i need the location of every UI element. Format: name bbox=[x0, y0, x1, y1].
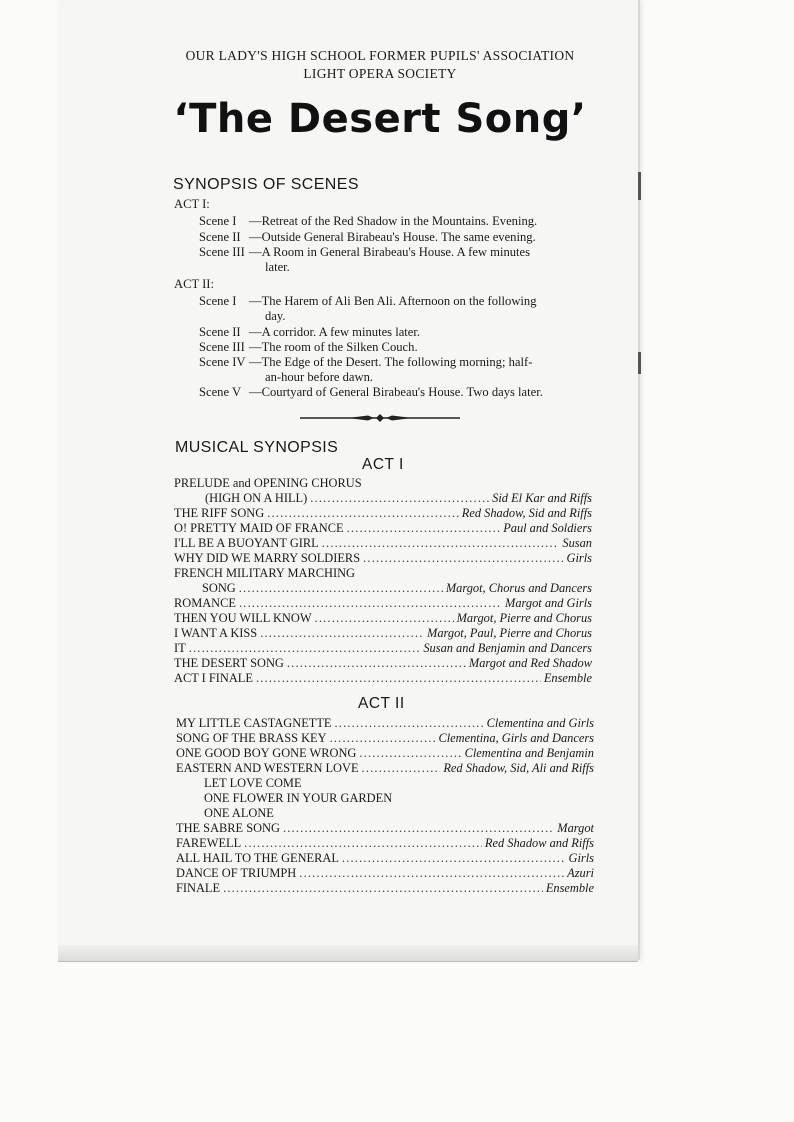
leader-dots bbox=[334, 716, 483, 731]
page-edge-mark bbox=[638, 352, 641, 374]
song-cast: Ensemble bbox=[543, 671, 592, 685]
scene-text: —A Room in General Birabeau's House. A few minutes bbox=[249, 245, 531, 259]
leader-dots bbox=[287, 656, 466, 671]
song-title: O! PRETTY MAID OF FRANCE bbox=[174, 521, 344, 535]
scene-item bbox=[199, 385, 591, 400]
song-cast: Susan and Benjamin and Dancers bbox=[423, 641, 592, 655]
scene-label: Scene V bbox=[199, 385, 242, 399]
song-cast: Margot, Pierre and Chorus bbox=[456, 611, 592, 625]
leader-dots bbox=[342, 851, 566, 866]
scene-item bbox=[199, 294, 591, 324]
song-line bbox=[174, 506, 592, 521]
song-title: IT bbox=[174, 641, 186, 655]
scene-label: Scene II bbox=[199, 325, 241, 339]
leader-dots bbox=[363, 551, 563, 566]
society-subtitle: LIGHT OPERA SOCIETY bbox=[303, 66, 457, 81]
song-line bbox=[174, 671, 592, 686]
song-cast: Margot, Chorus and Dancers bbox=[445, 581, 592, 595]
song-title: ONE GOOD BOY GONE WRONG bbox=[176, 746, 357, 760]
song-line bbox=[174, 626, 592, 641]
scene-label: Scene III bbox=[199, 245, 245, 259]
song-title: THE RIFF SONG bbox=[174, 506, 265, 520]
song-line bbox=[174, 536, 592, 551]
leader-dots bbox=[189, 641, 421, 656]
song-line bbox=[202, 581, 592, 596]
song-cast: Margot and Girls bbox=[505, 596, 592, 610]
song-title: I'LL BE A BUOYANT GIRL bbox=[174, 536, 319, 550]
scene-item bbox=[199, 355, 591, 385]
song-cast: Red Shadow, Sid, Ali and Riffs bbox=[443, 761, 594, 775]
scene-text: —The room of the Silken Couch. bbox=[249, 340, 418, 354]
leader-dots bbox=[256, 671, 541, 686]
song-title: (HIGH ON A HILL) bbox=[205, 491, 308, 505]
song-title: ACT I FINALE bbox=[174, 671, 253, 685]
song-line bbox=[174, 551, 592, 566]
leader-dots bbox=[330, 731, 436, 746]
song-cast: Red Shadow and Riffs bbox=[484, 836, 594, 850]
scene-item bbox=[199, 230, 591, 245]
song-cast: Clementina and Benjamin bbox=[464, 746, 594, 760]
song-line: LET LOVE COME bbox=[204, 776, 302, 790]
scene-text-continued: an-hour before dawn. bbox=[265, 370, 374, 384]
scene-item bbox=[199, 214, 591, 229]
leader-dots bbox=[299, 866, 564, 881]
act1-heading: ACT I bbox=[362, 456, 404, 473]
scene-label: Scene IV bbox=[199, 355, 246, 369]
song-title: FINALE bbox=[176, 881, 221, 895]
song-line: ONE ALONE bbox=[204, 806, 274, 820]
song-cast: Clementina and Girls bbox=[486, 716, 594, 730]
leader-dots bbox=[239, 596, 502, 611]
scene-text: —The Edge of the Desert. The following morning; half- bbox=[249, 355, 533, 369]
leader-dots bbox=[322, 536, 560, 551]
song-line bbox=[174, 611, 592, 626]
song-line bbox=[176, 866, 594, 881]
song-line: FRENCH MILITARY MARCHING bbox=[174, 566, 355, 580]
song-title: ROMANCE bbox=[174, 596, 236, 610]
leader-dots bbox=[315, 611, 454, 626]
song-line: PRELUDE and OPENING CHORUS bbox=[174, 476, 362, 490]
song-title: THE SABRE SONG bbox=[176, 821, 280, 835]
song-cast: Margot, Paul, Pierre and Chorus bbox=[427, 626, 592, 640]
song-cast: Paul and Soldiers bbox=[503, 521, 592, 535]
scene-label: Scene III bbox=[199, 340, 245, 354]
song-line bbox=[176, 851, 594, 866]
song-line bbox=[174, 521, 592, 536]
act2-label: ACT II: bbox=[174, 277, 214, 291]
leader-dots bbox=[347, 521, 501, 536]
leader-dots bbox=[260, 626, 424, 641]
song-cast: Clementina, Girls and Dancers bbox=[438, 731, 594, 745]
song-line bbox=[205, 491, 592, 506]
song-title: THEN YOU WILL KNOW bbox=[174, 611, 312, 625]
leader-dots bbox=[359, 746, 461, 761]
show-title: ‘The Desert Song’ bbox=[173, 96, 587, 142]
song-line bbox=[176, 821, 594, 836]
song-cast: Girls bbox=[568, 851, 594, 865]
scene-text: —A corridor. A few minutes later. bbox=[249, 325, 421, 339]
society-name: OUR LADY'S HIGH SCHOOL FORMER PUPILS' ASSOCIATION bbox=[185, 48, 575, 63]
song-line bbox=[176, 836, 594, 851]
song-cast: Susan bbox=[562, 536, 592, 550]
page-edge-mark bbox=[638, 172, 641, 200]
leader-dots bbox=[239, 581, 443, 596]
song-cast: Red Shadow, Sid and Riffs bbox=[461, 506, 592, 520]
song-cast: Azuri bbox=[567, 866, 594, 880]
song-title: WHY DID WE MARRY SOLDIERS bbox=[174, 551, 361, 565]
song-cast: Sid El Kar and Riffs bbox=[492, 491, 592, 505]
song-title: DANCE OF TRIUMPH bbox=[176, 866, 297, 880]
scene-text-continued: later. bbox=[265, 260, 290, 274]
page-bottom-edge bbox=[58, 945, 638, 962]
song-title: ALL HAIL TO THE GENERAL bbox=[176, 851, 339, 865]
song-line bbox=[176, 761, 594, 776]
musical-synopsis-heading: MUSICAL SYNOPSIS bbox=[175, 439, 339, 456]
leader-dots bbox=[244, 836, 482, 851]
act2-heading: ACT II bbox=[358, 695, 405, 712]
song-title: EASTERN AND WESTERN LOVE bbox=[176, 761, 359, 775]
scene-label: Scene II bbox=[199, 230, 241, 244]
scene-item bbox=[199, 325, 591, 340]
scene-label: Scene I bbox=[199, 214, 237, 228]
song-title: SONG OF THE BRASS KEY bbox=[176, 731, 327, 745]
act1-label: ACT I: bbox=[174, 197, 210, 211]
scene-item bbox=[199, 340, 591, 355]
leader-dots bbox=[362, 761, 441, 776]
leader-dots bbox=[283, 821, 554, 836]
song-title: MY LITTLE CASTAGNETTE bbox=[176, 716, 332, 730]
song-line bbox=[176, 716, 594, 731]
scene-text: —Outside General Birabeau's House. The same evening. bbox=[249, 230, 536, 244]
leader-dots bbox=[223, 881, 543, 896]
scene-label: Scene I bbox=[199, 294, 237, 308]
song-title: FAREWELL bbox=[176, 836, 242, 850]
song-line bbox=[174, 656, 592, 671]
scene-text: —The Harem of Ali Ben Ali. Afternoon on the following bbox=[249, 294, 537, 308]
song-cast: Margot and Red Shadow bbox=[468, 656, 592, 670]
song-line bbox=[176, 881, 594, 896]
song-line bbox=[176, 731, 594, 746]
synopsis-heading: SYNOPSIS OF SCENES bbox=[173, 176, 359, 193]
song-line bbox=[174, 641, 592, 656]
scene-text: —Retreat of the Red Shadow in the Mountains. Evening. bbox=[249, 214, 538, 228]
leader-dots bbox=[310, 491, 489, 506]
song-line bbox=[174, 596, 592, 611]
leader-dots bbox=[267, 506, 459, 521]
song-line bbox=[176, 746, 594, 761]
song-title: THE DESERT SONG bbox=[174, 656, 284, 670]
song-cast: Margot bbox=[557, 821, 594, 835]
song-cast: Ensemble bbox=[545, 881, 594, 895]
scene-item bbox=[199, 245, 591, 275]
scene-text: —Courtyard of General Birabeau's House. Two days later. bbox=[249, 385, 543, 399]
song-title: SONG bbox=[202, 581, 236, 595]
scene-text-continued: day. bbox=[265, 309, 286, 323]
ornament-divider bbox=[300, 411, 460, 425]
song-cast: Girls bbox=[566, 551, 592, 565]
song-title: I WANT A KISS bbox=[174, 626, 258, 640]
song-line: ONE FLOWER IN YOUR GARDEN bbox=[204, 791, 393, 805]
